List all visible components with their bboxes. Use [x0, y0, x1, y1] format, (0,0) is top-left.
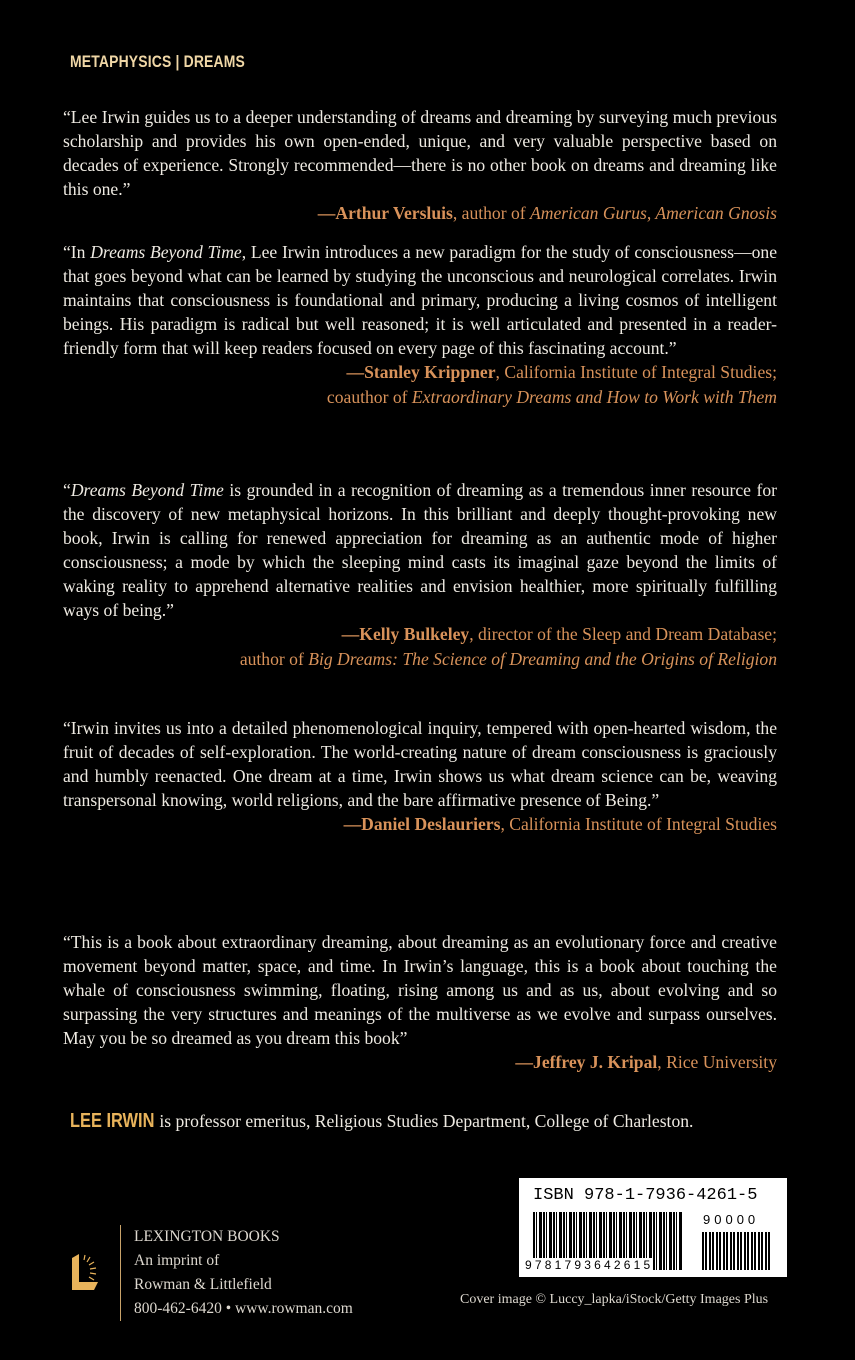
endorser-name: —Arthur Versluis: [317, 203, 453, 223]
publisher-logo-icon: [70, 1252, 102, 1292]
blurb-2: [63, 240, 777, 409]
publisher-imprint: An imprint of: [134, 1252, 220, 1269]
author-bio: [70, 1110, 693, 1133]
attribution-text: coauthor of: [326, 386, 412, 407]
endorser-name: —Daniel Deslauriers: [343, 814, 501, 834]
isbn-barcode: [519, 1178, 787, 1277]
attribution-text: , Rice University: [657, 1052, 777, 1072]
blurb-attribution: [63, 360, 777, 385]
blurb-3: [63, 478, 777, 671]
book-title: Extraordinary Dreams and How to Work with Them: [411, 386, 777, 407]
book-title: Big Dreams: The Science of Dreaming and the Origins of Religion: [308, 648, 777, 669]
publisher-contact: 800-462-6420 • www.rowman.com: [134, 1300, 353, 1317]
quote-text: “In: [63, 242, 91, 262]
author-name: LEE IRWIN: [70, 1110, 155, 1132]
book-title: American Gurus, American Gnosis: [530, 203, 777, 223]
publisher-parent: Rowman & Littlefield: [134, 1276, 272, 1293]
blurb-1: [63, 105, 777, 226]
publisher-name: LEXINGTON BOOKS: [134, 1228, 280, 1245]
quote-text: is grounded in a recognition of dreaming as a tremendous inner resource for the discovery of new metaphysical horizons. In this brilliant and deeply thought-provoking new book, Irwin is calling for renewed appreciation for dreaming as an authentic mode of higher consciousness; a mode by which the sleeping mind casts its imaginal gaze beyond the limits of waking reality to apprehend alternative realities and envision healthier, more spiritually fulfilling ways of being.”: [63, 480, 777, 620]
category-label: METAPHYSICS | DREAMS: [70, 52, 245, 71]
endorser-name: —Stanley Krippner: [346, 362, 496, 382]
isbn-text: ISBN 978-1-7936-4261-5: [533, 1186, 758, 1205]
blurb-attribution: [63, 385, 777, 410]
attribution-text: , director of the Sleep and Dream Database;: [469, 624, 777, 644]
attribution-text: , author of: [452, 203, 531, 223]
publisher-info: [120, 1225, 353, 1321]
price-code: 90000: [703, 1212, 760, 1227]
blurb-4: [63, 716, 777, 837]
cover-image-credit: Cover image © Luccy_lapka/iStock/Getty Images Plus: [460, 1292, 769, 1307]
blurb-quote: [63, 240, 777, 360]
blurb-attribution: [63, 647, 777, 672]
attribution-text: , California Institute of Integral Studies;: [495, 362, 777, 382]
quote-text: “Irwin invites us into a detailed phenomenological inquiry, tempered with open-hearted wisdom, the fruit of decades of self-exploration. The world-creating nature of dream consciousness is graciously and humbly reenacted. One dream at a time, Irwin shows us what dream science can be, weaving transpersonal knowing, world religions, and the bare affirmative presence of Being.”: [63, 718, 777, 810]
price-barcode-bars: [702, 1232, 772, 1270]
endorser-name: —Kelly Bulkeley: [341, 624, 470, 644]
author-bio-text: is professor emeritus, Religious Studies Department, College of Charleston.: [154, 1111, 694, 1131]
blurb-attribution: [63, 1050, 777, 1075]
blurb-quote: [63, 105, 777, 201]
blurb-quote: [63, 478, 777, 622]
blurb-attribution: [63, 622, 777, 647]
endorser-name: —Jeffrey J. Kripal: [515, 1052, 658, 1072]
blurb-quote: [63, 716, 777, 812]
blurb-5: [63, 930, 777, 1075]
blurb-attribution: [63, 812, 777, 837]
book-title: Dreams Beyond Time: [70, 480, 224, 500]
quote-text: “: [63, 480, 71, 500]
quote-text: “Lee Irwin guides us to a deeper understanding of dreams and dreaming by surveying much previous scholarship and provides his own open-ended, unique, and very valuable perspective based on decades of experience. Strongly recommended—there is no other book on dreams and dreaming like this one.”: [63, 107, 777, 199]
attribution-text: author of: [239, 648, 309, 669]
book-title: Dreams Beyond Time: [90, 242, 242, 262]
quote-text: “This is a book about extraordinary dreaming, about dreaming as an evolutionary force and creative movement beyond matter, space, and time. In Irwin’s language, this is a book about touching the whale of consciousness swimming, floating, rising among us and as us, about evolving and so surpassing the very structures and meanings of the multiverse as we evolve and surpass ourselves. May you be so dreamed as you dream this book”: [63, 932, 777, 1048]
ean-digits: 9781793642615: [525, 1258, 654, 1272]
blurb-attribution: [63, 201, 777, 226]
attribution-text: , California Institute of Integral Studies: [500, 814, 777, 834]
blurb-quote: [63, 930, 777, 1050]
quote-text: , Lee Irwin introduces a new paradigm for the study of consciousness—one that goes beyond what can be learned by studying the unconscious and neurological correlates. Irwin maintains that consciousness is foundational and primary, producing a living cosmos of intelligent beings. His paradigm is radical but well reasoned; it is well articulated and presented in a reader-friendly form that will keep readers focused on every page of this fascinating account.”: [63, 242, 778, 358]
